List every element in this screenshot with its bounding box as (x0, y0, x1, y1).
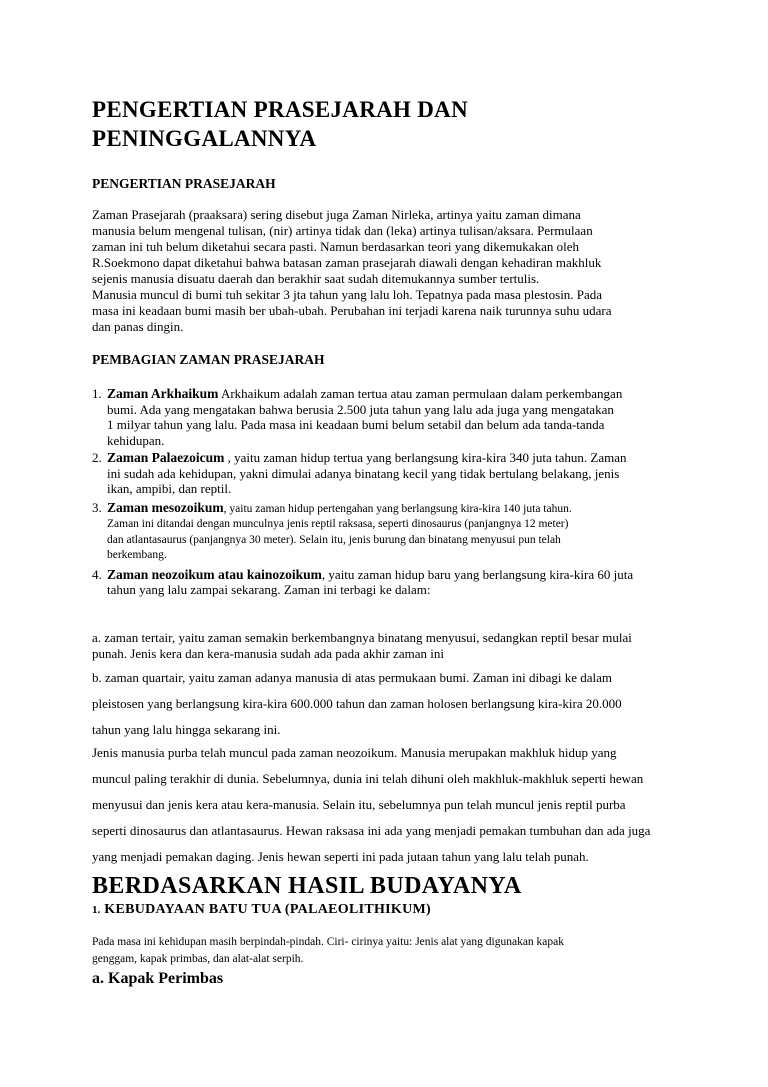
section-heading-budaya: BERDASARKAN HASIL BUDAYANYA (92, 873, 522, 899)
list-item-title: Zaman Arkhaikum (107, 386, 219, 401)
list-item: 1. Zaman Arkhaikum Arkhaikum adalah zaman tertua atau zaman permulaan dalam perkembangan bumi. Ada yang mengatakan bahwa berusia 2.500 juta tahun yang lalu ada juga yang mengatakan 1 milyar tahun yang lalu. Pada masa ini keadaan bumi belum setabil dan belum ada tanda-tanda kehidupan. (92, 386, 623, 448)
paragraph-line: sejenis manusia disuatu daerah dan berakhir saat sudah ditemukannya sumber tertulis. (92, 271, 540, 286)
paragraph-line: punah. Jenis kera dan kera-manusia sudah ada pada akhir zaman ini (92, 646, 444, 661)
sub-heading-kapak-perimbas: a. Kapak Perimbas (92, 970, 224, 987)
paragraph-line: pleistosen yang berlangsung kira-kira 600.000 tahun dan zaman holosen berlangsung kira-kira 20.000 (92, 696, 622, 711)
list-item-title: Zaman mesozoikum (107, 499, 224, 515)
paragraph-line: Pada masa ini kehidupan masih berpindah-pindah. Ciri- cirinya yaitu: Jenis alat yang digunakan kapak (92, 936, 565, 948)
paragraph-line: b. zaman quartair, yaitu zaman adanya manusia di atas permukaan bumi. Zaman ini dibagi ke dalam (92, 670, 613, 685)
list-item-title: Zaman neozoikum atau kainozoikum (107, 566, 322, 582)
zaman-list (92, 386, 682, 598)
paragraph-line: menyusui dan jenis kera atau kera-manusia. Selain itu, sebelumnya pun telah muncul jenis reptil purba (92, 797, 626, 812)
sub-a-text (92, 630, 682, 662)
paragraph-line: Jenis manusia purba telah muncul pada zaman neozoikum. Manusia merupakan makhluk hidup yang (92, 745, 617, 760)
paragraph-line: muncul paling terakhir di dunia. Sebelumnya, dunia ini telah dihuni oleh makhluk-makhluk seperti hewan (92, 771, 644, 786)
paragraph-line: Zaman Prasejarah (praaksara) sering disebut juga Zaman Nirleka, artinya yaitu zaman dimana (92, 207, 581, 222)
list-item: 4. Zaman neozoikum atau kainozoikum, yaitu zaman hidup baru yang berlangsung kira-kira 60 juta tahun yang lalu zampai sekarang. Zaman ini terbagi ke dalam: (92, 566, 634, 597)
list-item: 2. Zaman Palaezoicum , yaitu zaman hidup tertua yang berlangsung kira-kira 340 juta tahun. Zaman ini sudah ada kehidupan, yakni dimulai adanya binatang kecil yang tidak bertulang belakang, jenis ikan, ampibi, dan reptil. (92, 450, 627, 496)
page-title (92, 95, 682, 153)
section-heading-pengertian: PENGERTIAN PRASEJARAH (92, 176, 276, 191)
paragraph-line: R.Soekmono dapat diketahui bahwa batasan zaman prasejarah diawali dengan kehadiran makhluk (92, 255, 602, 270)
paragraph-line: masa ini keadaan bumi masih ber ubah-ubah. Perubahan ini terjadi karena naik turunnya suhu udara (92, 303, 612, 318)
paragraph-line: genggam, kapak primbas, dan alat-alat serpih. (92, 953, 304, 965)
section-pengertian-text (92, 207, 682, 335)
paragraph-line: Manusia muncul di bumi tuh sekitar 3 jta tahun yang lalu loh. Tepatnya pada masa plestosin. Pada (92, 287, 603, 302)
paragraph-line: manusia belum mengenal tulisan, (nir) artinya tidak dan (leka) artinya tulisan/aksara. Permulaan (92, 223, 593, 238)
title-line-2: PENINGGALANNYA (92, 126, 317, 151)
title-line-1: PENGERTIAN PRASEJARAH DAN (92, 97, 468, 122)
paragraph-line: zaman ini tuh belum diketahui secara pasti. Namun berdasarkan teori yang dikemukakan oleh (92, 239, 579, 254)
list-item-title: Zaman Palaezoicum (107, 450, 225, 465)
paragraph-line: seperti dinosaurus dan atlantasaurus. Hewan raksasa ini ada yang menjadi pemakan tumbuhan dan ada juga (92, 823, 651, 838)
sub-b-text (92, 670, 682, 865)
paragraph-line: a. zaman tertair, yaitu zaman semakin berkembangnya binatang menyusui, sedangkan reptil besar mulai (92, 630, 632, 645)
paragraph-line: tahun yang lalu hingga sekarang ini. (92, 722, 281, 737)
palaeolithikum-text (92, 934, 682, 968)
list-item: 3. Zaman mesozoikum, yaitu zaman hidup pertengahan yang berlangsung kira-kira 140 juta tahun. Zaman ini ditandai dengan munculnya jenis reptil raksasa, seperti dinosaurus (panjangnya 12 meter) dan atlantasaurus (panjangnya 30 meter). Selain itu, jenis burung dan binatang menyusui pun telah berkembang. (92, 499, 572, 561)
sub-heading-palaeolithikum: 1. KEBUDAYAAN BATU TUA (PALAEOLITHIKUM) (92, 902, 432, 917)
paragraph-line: dan panas dingin. (92, 319, 184, 334)
section-heading-pembagian: PEMBAGIAN ZAMAN PRASEJARAH (92, 352, 325, 367)
paragraph-line: yang menjadi pemakan daging. Jenis hewan seperti ini pada jutaan tahun yang lalu telah punah. (92, 849, 589, 864)
